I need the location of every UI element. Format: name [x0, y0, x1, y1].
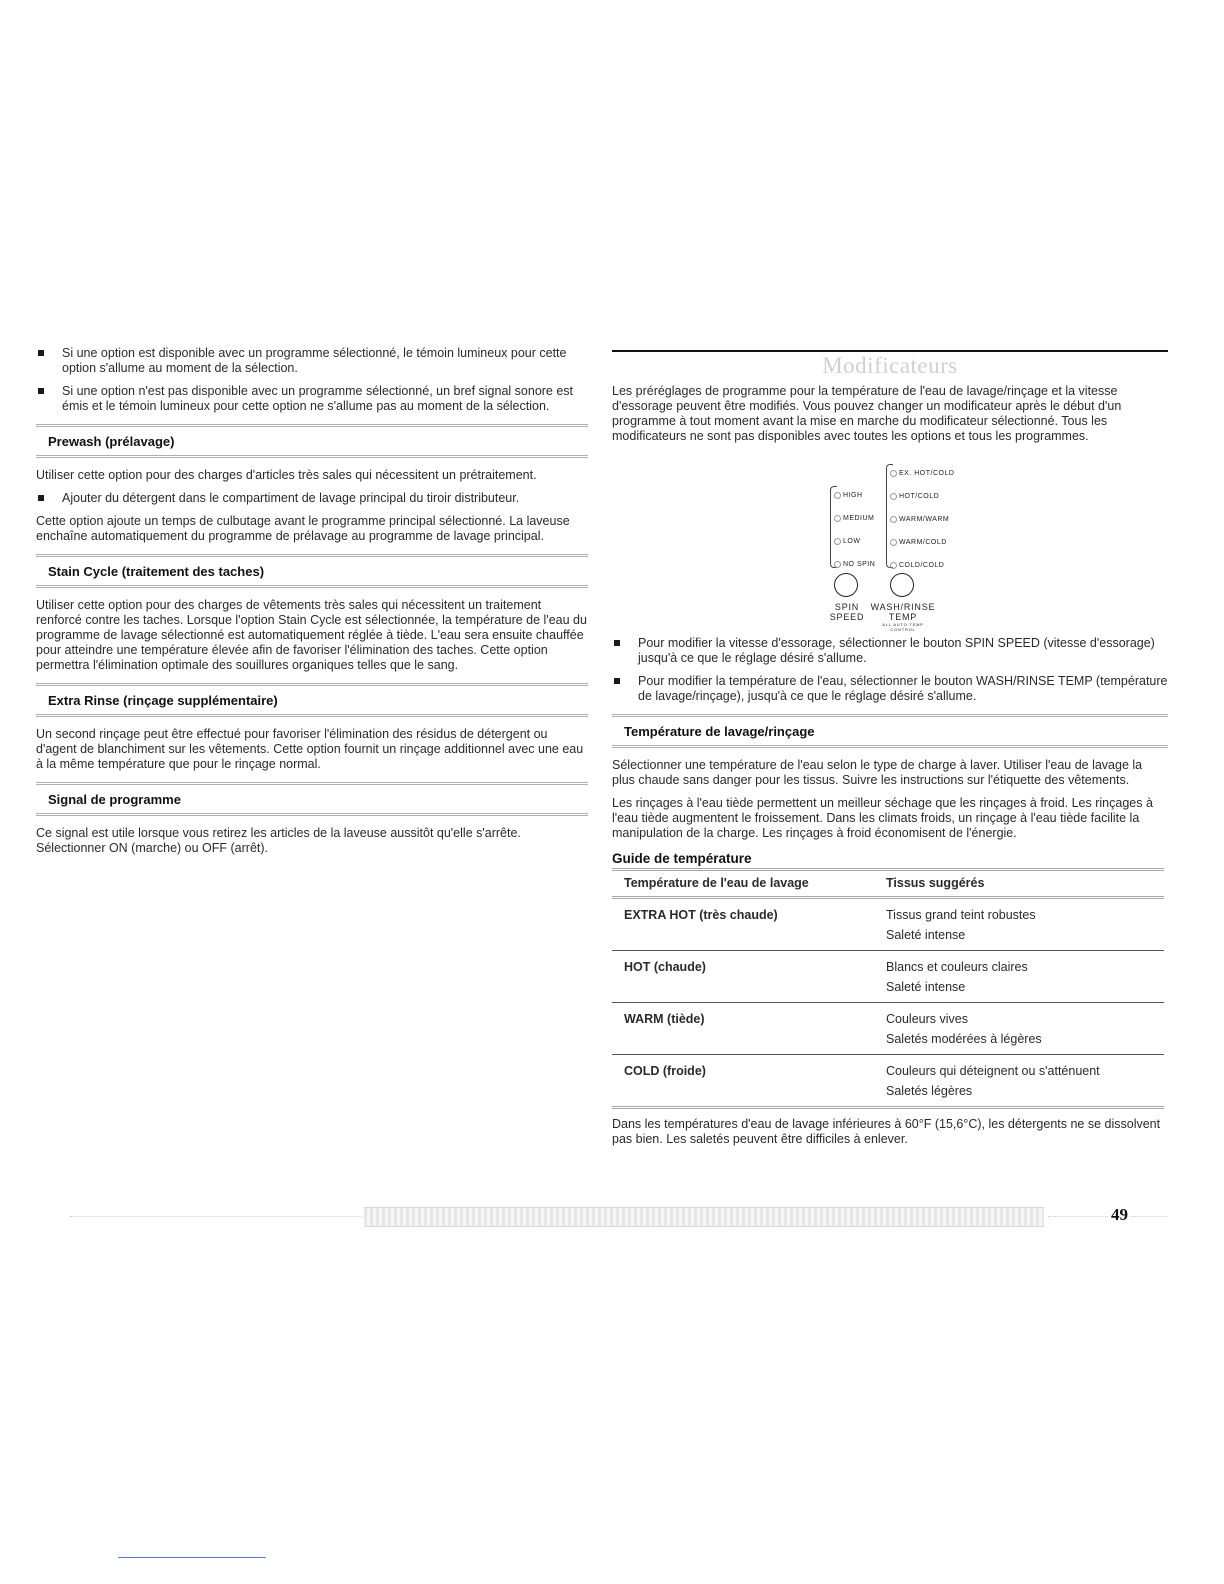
- list-item: Si une option est disponible avec un programme sélectionné, le témoin lumineux pour cette option s'allume au moment de la sélection.: [36, 346, 588, 376]
- temp-option-cold-cold: COLD/COLD: [890, 558, 944, 573]
- temp-cell: EXTRA HOT (très chaude): [612, 898, 874, 951]
- wash-rinse-temp-paragraph: Sélectionner une température de l'eau selon le type de charge à laver. Utiliser l'eau de lavage la plus chaude sans danger pour les tissus. Suivre les instructions sur l'étiquette des vêtements.: [612, 758, 1143, 787]
- fabric-cell: Couleurs qui déteignent ou s'atténuent Saletés légères: [874, 1055, 1164, 1108]
- spin-option-low: LOW: [834, 534, 860, 549]
- prewash-heading: Prewash (prélavage): [36, 424, 588, 458]
- wash-rinse-temp-paragraph-2: Les rinçages à l'eau tiède permettent un meilleur séchage que les rinçages à froid. Les rinçages à l'eau tiède augmentent le froissement. Dans les climats froids, un rinçage à l'eau tiède facilite la manipulation de la charge. Les rinçages à froid économisent de l'énergie.: [612, 796, 1153, 840]
- indicator-light-icon: [834, 515, 841, 522]
- cycle-signal-paragraph: Ce signal est utile lorsque vous retirez les articles de la laveuse aussitôt qu'elle s'arrête. Sélectionner ON (marche) ou OFF (arrêt).: [36, 826, 521, 855]
- indicator-light-icon: [890, 470, 897, 477]
- indicator-light-icon: [890, 493, 897, 500]
- stain-cycle-heading: Stain Cycle (traitement des taches): [36, 554, 588, 588]
- cycle-signal-heading: Signal de programme: [36, 782, 588, 816]
- fabric-cell: Tissus grand teint robustes Saleté intense: [874, 898, 1164, 951]
- page-number: 49: [1108, 1205, 1131, 1225]
- spin-option-no-spin: NO SPIN: [834, 557, 875, 572]
- modifiers-intro: Les préréglages de programme pour la température de l'eau de lavage/rinçage et la vitesse d'essorage peuvent être modifiés. Vous pouvez changer un modificateur après le début d'un programme à tout moment avant la mise en marche du modificateur sélectionné. Tous les modificateurs ne sont pas disponibles avec toutes les options et tous les programmes.: [612, 384, 1122, 443]
- temp-option-warm-warm: WARM/WARM: [890, 512, 949, 527]
- temperature-guide-heading: Guide de température: [612, 851, 752, 866]
- list-item: Pour modifier la température de l'eau, sélectionner le bouton WASH/RINSE TEMP (température de lavage/rinçage), jusqu'à ce que le réglage désiré s'allume.: [612, 674, 1168, 704]
- table-row: [612, 1003, 1164, 1055]
- spin-option-medium: MEDIUM: [834, 511, 874, 526]
- extra-rinse-paragraph: Un second rinçage peut être effectué pour favoriser l'élimination des résidus de détergent ou d'agent de blanchiment sur les vêtements. Cette option fournit un rinçage additionnel avec une eau à la même température que pour le rinçage normal.: [36, 727, 584, 771]
- wash-rinse-temp-label: WASH/RINSE TEMP ALL AUTO TEMP CONTROL: [870, 602, 936, 632]
- temp-cell: WARM (tiède): [612, 1003, 874, 1055]
- indicator-light-icon: [890, 539, 897, 546]
- list-item: Si une option n'est pas disponible avec un programme sélectionné, un bref signal sonore est émis et le témoin lumineux pour cette option ne s'allume pas au moment de la sélection.: [36, 384, 588, 414]
- table-header-row: [612, 870, 1164, 898]
- temp-option-warm-cold: WARM/COLD: [890, 535, 947, 550]
- spin-speed-button[interactable]: [834, 573, 858, 597]
- fabric-cell: Blancs et couleurs claires Saleté intense: [874, 951, 1164, 1003]
- footer-band: [364, 1207, 1044, 1227]
- temp-cell: HOT (chaude): [612, 951, 874, 1003]
- table-row: [612, 951, 1164, 1003]
- column-header-water-temp: Température de l'eau de lavage: [612, 870, 874, 898]
- column-header-fabrics: Tissus suggérés: [874, 870, 1164, 898]
- footer-divider: [70, 1216, 362, 1217]
- control-panel-illustration: [612, 452, 1168, 632]
- prewash-list: [36, 491, 588, 506]
- option-notes-list: [36, 346, 588, 414]
- indicator-light-icon: [890, 562, 897, 569]
- temp-option-ex-hot-cold: EX. HOT/COLD: [890, 466, 954, 481]
- prewash-paragraph: Utiliser cette option pour des charges d'articles très sales qui nécessitent un prétraitement.: [36, 468, 537, 482]
- bottom-rule: [118, 1557, 266, 1558]
- list-item: Pour modifier la vitesse d'essorage, sélectionner le bouton SPIN SPEED (vitesse d'essorage) jusqu'à ce que le réglage désiré s'allume.: [612, 636, 1168, 666]
- table-row: [612, 898, 1164, 951]
- left-column: [36, 346, 588, 864]
- table-row: [612, 1055, 1164, 1108]
- modifiers-title: Modificateurs: [612, 350, 1168, 384]
- spin-speed-label: SPIN SPEED: [829, 602, 865, 622]
- indicator-light-icon: [834, 538, 841, 545]
- spin-option-high: HIGH: [834, 488, 863, 503]
- stain-cycle-paragraph: Utiliser cette option pour des charges de vêtements très sales qui nécessitent un traitement renforcé contre les taches. Lorsque l'option Stain Cycle est sélectionnée, la température de l'eau du programme de lavage sélectionné est automatiquement réglée à tiède. L'eau sera ensuite chauffée pour atteindre une température élevée afin de favoriser l'élimination des taches. Cette option permettra l'élimination optimale des souillures organiques telles que le sang.: [36, 598, 587, 672]
- temp-cell: COLD (froide): [612, 1055, 874, 1108]
- indicator-light-icon: [834, 561, 841, 568]
- extra-rinse-heading: Extra Rinse (rinçage supplémentaire): [36, 683, 588, 717]
- temperature-footnote: Dans les températures d'eau de lavage inférieures à 60°F (15,6°C), les détergents ne se dissolvent pas bien. Les saletés peuvent être difficiles à enlever.: [612, 1117, 1161, 1146]
- modifier-instructions-list: [612, 636, 1168, 704]
- list-item: Ajouter du détergent dans le compartiment de lavage principal du tiroir distributeur.: [36, 491, 588, 506]
- fabric-cell: Couleurs vives Saletés modérées à légères: [874, 1003, 1164, 1055]
- wash-rinse-temp-button[interactable]: [890, 573, 914, 597]
- indicator-light-icon: [834, 492, 841, 499]
- right-column: [612, 346, 1168, 1155]
- prewash-paragraph-2: Cette option ajoute un temps de culbutage avant le programme principal sélectionné. La laveuse enchaîne automatiquement du programme de prélavage au programme de lavage principal.: [36, 514, 570, 543]
- wash-rinse-temp-heading: Température de lavage/rinçage: [612, 714, 1168, 748]
- indicator-light-icon: [890, 516, 897, 523]
- temperature-guide-table: [612, 868, 1164, 1109]
- temp-option-hot-cold: HOT/COLD: [890, 489, 939, 504]
